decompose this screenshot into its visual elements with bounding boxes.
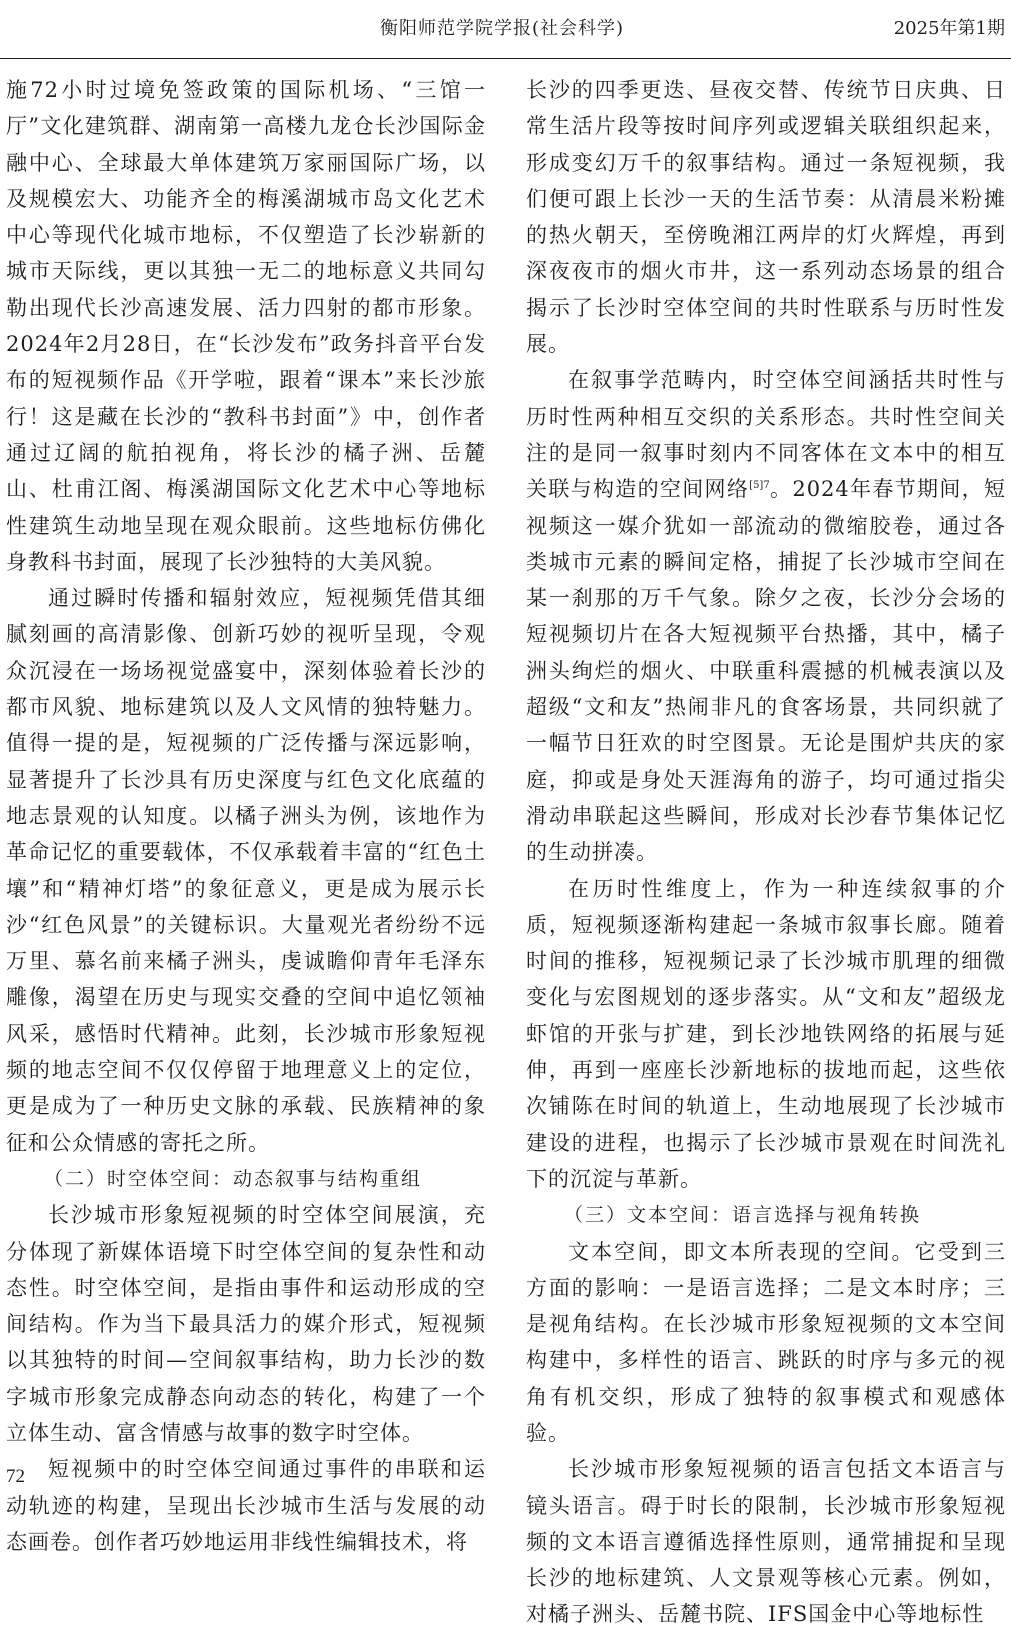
section-heading: （三）文本空间：语言选择与视角转换	[564, 1204, 922, 1227]
left-column	[6, 72, 486, 1560]
right-column	[526, 72, 1006, 1633]
citation-reference[interactable]: [5]7	[749, 480, 770, 492]
paragraph: 文本空间，即文本所表现的空间。它受到三方面的影响：一是语言选择；二是文本时序；三是视角结构。在长沙城市形象短视频的文本空间构建中，多样性的语言、跳跃的时序与多元的视角有机交织，形成了独特的叙事模式和观感体验。	[526, 1239, 1006, 1445]
paragraph: 通过瞬时传播和辐射效应，短视频凭借其细腻刻画的高清影像、创新巧妙的视听呈现，令观众沉浸在一场场视觉盛宴中，深刻体验着长沙的都市风貌、地标建筑以及人文风情的独特魅力。值得一提的是，短视频的广泛传播与深远影响，显著提升了长沙具有历史深度与红色文化底蕴的地志景观的认知度。以橘子洲头为例，该地作为革命记忆的重要载体，不仅承载着丰富的“红色土壤”和“精神灯塔”的象征意义，更是成为展示长沙“红色风景”的关键标识。大量观光者纷纷不远万里、慕名前来橘子洲头，虔诚瞻仰青年毛泽东雕像，渴望在历史与现实交叠的空间中追忆领袖风采，感悟时代精神。此刻，长沙城市形象短视频的地志空间不仅仅停留于地理意义上的定位，更是成为了一种历史文脉的承载、民族精神的象征和公众情感的寄托之所。	[6, 586, 486, 1155]
running-header	[0, 14, 1011, 44]
paragraph: 长沙城市形象短视频的时空体空间展演，充分体现了新媒体语境下时空体空间的复杂性和动态性。时空体空间，是指由事件和运动形成的空间结构。作为当下最具活力的媒介形式，短视频以其独特的时间—空间叙事结构，助力长沙的数字城市形象完成静态向动态的转化，构建了一个立体生动、富含情感与故事的数字时空体。	[6, 1203, 486, 1445]
header-rule	[0, 58, 1011, 59]
paragraph	[526, 362, 1006, 870]
paragraph-text: 在叙事学范畴内，时空体空间涵括共时性与历时性两种相互交织的关系形态。共时性空间关注的是同一叙事时刻内不同客体在文本中的相互关联与构造的空间网络	[526, 368, 1006, 502]
paragraph: 在历时性维度上，作为一种连续叙事的介质，短视频逐渐构建起一条城市叙事长廊。随着时间的推移，短视频记录了长沙城市肌理的细微变化与宏图规划的逐步落实。从“文和友”超级龙虾馆的开张与扩建，到长沙地铁网络的拓展与延伸，再到一座座长沙新地标的拔地而起，这些依次铺陈在时间的轨道上，生动地展现了长沙城市建设的进程，也揭示了长沙城市景观在时间洗礼下的沉淀与革新。	[526, 876, 1006, 1191]
paragraph: 短视频中的时空体空间通过事件的串联和运动轨迹的构建，呈现出长沙城市生活与发展的动态画卷。创作者巧妙地运用非线性编辑技术，将	[6, 1457, 486, 1554]
journal-title: 衡阳师范学院学报(社会科学)	[380, 18, 625, 39]
paragraph: 长沙的四季更迭、昼夜交替、传统节日庆典、日常生活片段等按时间序列或逻辑关联组织起来，形成变幻万千的叙事结构。通过一条短视频，我们便可跟上长沙一天的生活节奏：从清晨米粉摊的热火朝天，至傍晚湘江两岸的灯火辉煌，再到深夜夜市的烟火市井，这一系列动态场景的组合揭示了长沙时空体空间的共时性联系与历时性发展。	[526, 78, 1006, 357]
paragraph-text: 。2024年春节期间，短视频这一媒介犹如一部流动的微缩胶卷，通过各类城市元素的瞬间定格，捕捉了长沙城市空间在某一刹那的万千气象。除夕之夜，长沙分会场的短视频切片在各大短视频平台热播，其中，橘子洲头绚烂的烟火、中联重科震撼的机械表演以及超级“文和友”热闹非凡的食客场景，共同织就了一幅节日狂欢的时空图景。无论是围炉共庆的家庭，抑或是身处天涯海角的游子，均可通过指尖滑动串联起这些瞬间，形成对长沙春节集体记忆的生动拼凑。	[526, 477, 1006, 865]
paragraph: 长沙城市形象短视频的语言包括文本语言与镜头语言。碍于时长的限制，长沙城市形象短视频的文本语言遵循选择性原则，通常捕捉和呈现长沙的地标建筑、人文景观等核心元素。例如，对橘子洲头、岳麓书院、IFS国金中心等地标性	[526, 1457, 1006, 1627]
page-number: 72	[6, 1466, 25, 1487]
section-heading: （二）时空体空间：动态叙事与结构重组	[44, 1167, 423, 1190]
paragraph: 施72小时过境免签政策的国际机场、“三馆一厅”文化建筑群、湖南第一高楼九龙仓长沙国际金融中心、全球最大单体建筑万家丽国际广场，以及规模宏大、功能齐全的梅溪湖城市岛文化艺术中心等现代化城市地标，不仅塑造了长沙崭新的城市天际线，更以其独一无二的地标意义共同勾勒出现代长沙高速发展、活力四射的都市形象。2024年2月28日，在“长沙发布”政务抖音平台发布的短视频作品《开学啦，跟着“课本”来长沙旅行！这是藏在长沙的“教科书封面”》中，创作者通过辽阔的航拍视角，将长沙的橘子洲、岳麓山、杜甫江阁、梅溪湖国际文化艺术中心等地标性建筑生动地呈现在观众眼前。这些地标仿佛化身教科书封面，展现了长沙独特的大美风貌。	[6, 78, 486, 574]
issue-label: 2025年第1期	[893, 18, 1005, 39]
